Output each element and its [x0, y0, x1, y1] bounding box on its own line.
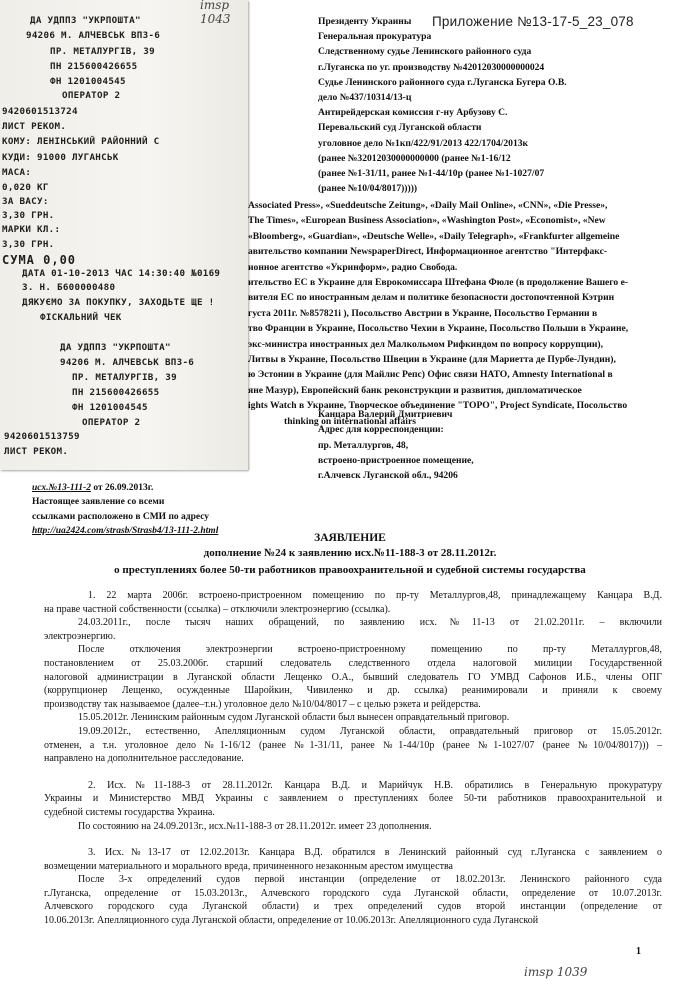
- receipt-line: ФН 1201004545: [72, 402, 148, 413]
- media-line: авительство компании NewspaperDirect, Информационное агентство "Интерфакс-: [248, 246, 608, 258]
- sender-name: Канцара Валерий Дмитриевич: [318, 409, 453, 420]
- addressee-block: [318, 14, 618, 196]
- body-line: После 3-х определений судов первой инстанции (определение от 18.02.2013г. Ленинского районного суда: [78, 874, 662, 886]
- publication-note: [32, 481, 292, 539]
- media-line: The Times», «European Business Association», «Washington Post», «Economist», «New: [248, 215, 606, 227]
- receipt-line: ДЯКУЄМО ЗА ПОКУПКУ, ЗАХОДЬТЕ ЩЕ !: [22, 297, 215, 308]
- body-line: 19.09.2012г., естественно, Апелляционным судом Луганской области, оправдательный приговор от 15.05.2012г.: [78, 725, 662, 737]
- document-title: ЗАЯВЛЕНИЕ: [314, 532, 386, 544]
- media-line: ионное агентство «Укринформ», радио Свобода.: [248, 261, 458, 273]
- body-line: направлено на дополнительное расследование.: [44, 753, 244, 765]
- note-line: Настоящее заявление со всеми: [32, 497, 165, 508]
- note-ref-link[interactable]: исх.№13-111-2: [32, 483, 91, 493]
- media-recipients-block: [248, 198, 688, 429]
- body-line: После отключения электроэнергии встроено-пристроенному помещению по пр-ту Металлургов,48,: [78, 644, 662, 656]
- receipt-line: ЗА ВАСУ:: [2, 196, 49, 207]
- receipt-line: МАСА:: [2, 167, 32, 178]
- addressee-line: (ранее №10/04/8017))))): [318, 183, 418, 195]
- sender-block: [318, 407, 638, 483]
- receipt-line: 3,30 ГРН.: [2, 210, 55, 221]
- body-line: 24.03.2011г., после тысяч наших обращений, по заявлению исх.№11-13 от 21.02.2011г. – включили: [78, 617, 662, 629]
- body-line: производству так называемое (далее–т.н.) уголовное дело №10/04/8017 – с целью рэкета и рейдерства.: [44, 698, 481, 710]
- sender-address-line: г.Алчевск Луганской обл., 94206: [318, 470, 458, 482]
- receipt-line: ПР. МЕТАЛУРГIВ, 39: [50, 46, 155, 57]
- receipt-line: ФН 1201004545: [50, 76, 126, 87]
- document-subject: о преступлениях более 50-ти работников правоохранительной и судебной системы государства: [114, 564, 586, 576]
- addressee-line: г.Луганска по уг. производству №42012030000000024: [318, 61, 545, 73]
- receipt-line: ФIСКАЛЬНИЙ ЧЕК: [40, 312, 122, 323]
- body-line: постановлением от 25.03.2006г. старший следователь следственного отдела налоговой милиции Государственной: [44, 657, 662, 669]
- receipt-line: ОПЕРАТОР 2: [82, 417, 141, 428]
- body-line: Алчевского городского суда Луганской области) и трех определений судов второй инстанции (определение от: [44, 901, 662, 913]
- receipt-line: ДА УДППЗ "УКРПОШТА": [30, 15, 141, 26]
- addressee-line: Антирейдерская комиссия г-ну Арбузову С.: [318, 107, 508, 119]
- addressee-line: Перевальский суд Луганской области: [318, 122, 482, 134]
- receipt-line: ПР. МЕТАЛУРГIВ, 39: [72, 372, 177, 383]
- media-line: тво Франции в Украине, Посольство Чехии в Украине, Посольство Польши в Украине,: [248, 323, 629, 335]
- receipt-line: ДА УДППЗ "УКРПОШТА": [60, 342, 171, 353]
- handwritten-mark-bottom: imsp 1039: [524, 965, 588, 979]
- media-line: thinking on international affairs: [284, 415, 416, 427]
- body-line: Украины и Министерство МВД Украины с заявлением о преступлениях более 50-ти работников правоохранительной и: [44, 793, 662, 805]
- body-line: 10.06.2013г. Апелляционного суда Луганской области, определение от 10.06.2013г. Апелляционного суда Луганской: [44, 915, 539, 927]
- receipt-line: 0,020 КГ: [2, 182, 49, 193]
- body-line: электроэнергию.: [44, 630, 116, 642]
- media-line: экс-министра иностранных дел Малкольмом Рифкиндом по вопросу коррупции),: [248, 338, 604, 350]
- receipt-line: ОПЕРАТОР 2: [62, 90, 121, 101]
- body-line: на праве частной собственности (ссылка) – отключили электроэнергию (ссылка).: [44, 603, 391, 615]
- media-line: Литвы в Украине, Посольство Швеции в Украине (для Мариетта де Пурбе-Лундин),: [248, 354, 616, 366]
- receipt-line: СУМА 0,00: [2, 253, 77, 267]
- body-line: 2. Исх.№11-188-3 от 28.11.2012г. Канцара В.Д. и Марийчук Н.В. обратились в Генеральную прокуратуру: [88, 779, 662, 791]
- sender-address-line: встроено-пристроенное помещение,: [318, 454, 474, 466]
- body-line: 1. 22 марта 2006г. встроено-пристроенном помещению по пр-ту Металлургов,48, принадлежащему Канцара В.Д.: [88, 590, 662, 601]
- body-line: судебной системы государства Украина.: [44, 806, 215, 818]
- body-line: возмещении материального и морального вреда, причиненного незаконным арестом имущества: [44, 860, 453, 872]
- media-line: яне Мазур), Европейский банк реконструкции и развития, дипломатическое: [248, 384, 582, 396]
- media-line: Associated Press», «Sueddeutsche Zeitung», «Daily Mail Online», «CNN», «Die Presse»,: [248, 200, 608, 211]
- receipt-line: КОМУ: ЛЕНIНСЬКИЙ РАЙОННИЙ С: [2, 136, 160, 147]
- document-body: [44, 589, 662, 928]
- paragraph-spacer: [44, 766, 662, 779]
- addressee-line: (ранее №1-31/11, ранее №1-44/10р (ранее №1-1027/07: [318, 168, 545, 180]
- receipt-line: З. Н. Б600000480: [22, 282, 116, 293]
- addressee-line: дело №437/10314/13-ц: [318, 92, 412, 104]
- media-line: ительство ЕС в Украине для Еврокомиссара Штефана Фюле (в продолжение Вашего е-: [248, 277, 629, 289]
- paragraph-spacer: [44, 833, 662, 846]
- note-line: ссылками расположено в СМИ по адресу: [32, 511, 210, 522]
- receipt-line: 94206 М. АЛЧЕВСЬК ВПЗ-6: [26, 30, 161, 41]
- sender-address-line: пр. Металлургов, 48,: [318, 439, 409, 451]
- sender-address-line: Адрес для корреспонденции:: [318, 424, 444, 436]
- addressee-line: Президенту Украины: [318, 16, 412, 27]
- addressee-line: Генеральная прокуратура: [318, 31, 432, 43]
- media-line: вителя ЕС по иностранным делам и политике безопасности достопочтенной Кэтрин: [248, 292, 615, 304]
- addressee-line: Следственному судье Ленинского районного суда: [318, 46, 532, 58]
- body-line: 15.05.2012г. Ленинским районным судом Луганской области был вынесен оправдательный приговор.: [78, 712, 510, 724]
- addressee-line: (ранее №32012030000000000 (ранее №1-16/12: [318, 152, 511, 164]
- handwritten-mark-top: imsp 1043: [200, 0, 231, 26]
- receipt-line: 9420601513759: [4, 431, 80, 442]
- media-line: ю Эстонии в Украине (для Майлис Репс) Офис связи НАТО, Amnesty International в: [248, 369, 613, 381]
- receipt-line: ЛИСТ РЕКОМ.: [2, 121, 67, 132]
- addressee-line: уголовное дело №1кп/422/91/2013 422/1704/2013к: [318, 137, 529, 149]
- receipt-line: 94206 М. АЛЧЕВСЬК ВПЗ-6: [60, 357, 195, 368]
- media-line: «Bloomberg», «Guardian», «Deutsche Welle», «Daily Telegraph», «Frankfurter allgemeine: [248, 230, 620, 242]
- body-line: налоговой администрации в Луганской области Лещенко О.А., бывший следователь ГО УМВД Сафонов И.Б., члены ОПГ: [44, 671, 662, 683]
- body-line: г.Луганска, определение от 15.03.2013г., Алчевского городского суда Луганской области, определение от 10.07.2013г.: [44, 887, 662, 899]
- receipt-line: ДАТА 01-10-2013 ЧАС 14:30:40 №0169: [22, 268, 221, 279]
- media-line: ights Watch в Украине, Творческое объединение "ТОРО", Project Syndicate, Посольство: [248, 400, 628, 412]
- note-date: от 26.09.2013г.: [90, 483, 154, 493]
- appendix-stamp: Приложение №13-17-5_23_078: [432, 14, 634, 29]
- body-line: (коррупционер Лещенко, осужденные Шаройкин, Чивиленко и др. ссылка) реанимировали и приняли к своему: [44, 685, 662, 697]
- receipt-line: 3,30 ГРН.: [2, 239, 55, 250]
- receipt-line: МАРКИ КЛ.:: [2, 224, 61, 235]
- receipt-line: ЛИСТ РЕКОМ.: [4, 446, 69, 457]
- body-line: По состоянию на 24.09.2013г., исх.№11-188-3 от 28.11.2012г. имеет 23 дополнения.: [78, 820, 432, 832]
- receipt-line: КУДИ: 91000 ЛУГАНСЬК: [2, 152, 119, 163]
- postal-receipt: [0, 0, 248, 470]
- receipt-line: 9420601513724: [2, 106, 78, 117]
- receipt-line: ПН 215600426655: [50, 61, 138, 72]
- body-line: отменен, а т.н. уголовное дело №1-16/12 (ранее №1-31/11, ранее №1-44/10р (ранее №1-1027/07 (ранее №10/04/8017))) –: [44, 739, 662, 751]
- document-subtitle: дополнение №24 к заявлению исх.№11-188-3 от 28.11.2012г.: [203, 547, 497, 559]
- receipt-line: ПН 215600426655: [72, 387, 160, 398]
- addressee-line: Судье Ленинского районного суда г.Луганска Бугера О.В.: [318, 76, 567, 88]
- page-number: 1: [636, 946, 641, 957]
- media-line: густа 2011г. №857821i ), Посольство Австрии в Украине, Посольство Германии в: [248, 307, 598, 319]
- body-line: 3. Исх.№13-17 от 12.02.2013г. Канцара В.Д. обратился в Ленинский районный суд г.Луганска с заявлением о: [88, 847, 662, 859]
- note-url-link[interactable]: http://ua2424.com/strasb/Strasb4/13-111-2.html: [32, 526, 219, 537]
